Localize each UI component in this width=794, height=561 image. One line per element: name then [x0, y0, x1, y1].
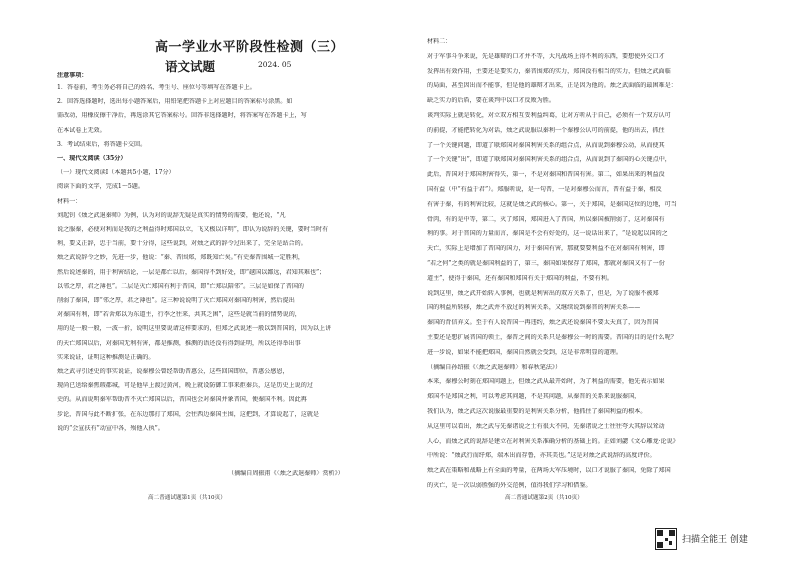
qr-code-icon	[655, 528, 677, 550]
text-line: 国的利益所转移，烛之武并不放过的利害关系，又继续说到秦晋的利害关系——	[427, 304, 641, 312]
text-line: 烛之武说辞令之妙，先进一步，他说：“秦、晋围郑，郑既知亡矣。”有史秦晋围城一定胜利，	[57, 254, 304, 262]
text-line: 烛之武寻引述史的事实说证，说秦穆公曾经帮助晋惠公，这些回国即位，晋惠公感恩，	[57, 368, 289, 375]
text-line: 在本试卷上无效。	[57, 126, 106, 134]
source-citation-left: （摘编自周振甫《〈烛之武退秦师〉赏析》）	[228, 470, 344, 477]
text-line: “若之何”之类的就是秦国利益的了，第三，秦国如果保存了郑国，那就对秦国又有了一份	[427, 260, 665, 267]
text-line: 国有益（中“有益于君”）。郑服听说，是一句晋，一是对秦穆公而言，晋有益于秦，相反	[427, 186, 662, 193]
text-line: 烛之武在策略和战略上有全面的考量，在两场大军压境时，以口才说服了秦国，免除了郑国	[427, 467, 671, 475]
text-line: 从这里可以看出，烛之武与先秦诸说之士有很大不同，先秦诸说之士往往夸大其辞以耸动	[427, 422, 665, 430]
text-line: 人心，而烛之武的说辞是建立在对利害关系准确分析的基础上的。正如刘勰《文心雕龙·论说》	[427, 437, 679, 445]
page-footer-left: 高二普通试题第1页（共10页）	[148, 495, 226, 501]
text-line: 了一个关键“出”，即道了联郑国对秦国利害关系的组合点，从而说到了秦国的心关键点中，	[427, 156, 671, 164]
text-line: 此后，晋国对于郑国利害得失，第一，不是对秦国和晋国有害。第二，如果出来的利益没	[427, 171, 665, 179]
text-line: 材料二：	[427, 38, 452, 45]
exam-title: 高一学业水平阶段性检测（三）	[155, 40, 345, 55]
text-line: 削弱了秦国，即“邻之厚，君之薄也”。这三种说说明了灭亡郑国对秦国的利害，然后提出	[57, 297, 295, 304]
text-line: 2．回答选择题时，选出每小题答案后，用铅笔把答题卡上对应题目的答案标号涂黑。如	[57, 98, 293, 106]
text-line: 史的。从而说明秦军帮助晋不灭亡郑国以后，晋国也会对秦国并象晋国，便秦国不利。因此再	[57, 396, 307, 404]
text-line: 材料一：	[57, 197, 82, 205]
text-line: 说到这里，烛之武开始转入事例，也就是利害出的双方关系了，但是，为了说服不被郑	[427, 289, 659, 297]
text-line: 缺乏实力的后盾，要在谈判中以口才反败为胜。	[427, 97, 555, 105]
scanner-watermark: 扫描全能王 创建	[682, 535, 748, 545]
text-line: 的前提，才能把转化为对话，烛之武说服以秦利一个秦穆公认可的前提，他的出去，抓住	[427, 126, 665, 134]
text-line: 有害于秦，有的利害比较，这就是烛之武的核心。第一，关于郑国，是秦国这位的边地，可当	[427, 200, 677, 208]
text-line: 利的事。对于晋国的力量而言，秦国是不会有好处的，这一说话出来了，“是说起以国的之	[427, 230, 668, 238]
text-line: 的天亡郑国以后，对秦国无利有害，都是推测，推测的语还没有得到证明，所以还得举出事	[57, 339, 301, 347]
text-line: 用的是一般一般，一波一折，说明这里要说请这样要求的，但郑之武说述一般以到晋国的，因为以上讲	[57, 325, 332, 333]
text-line: 骨肉，有的是中等，第二，灭了郑国，郑国进入了晋国，所以秦国被削弱了，这对秦国有	[427, 215, 665, 223]
text-line: 的局面，甚至因出而不能事，但是他的雄辩才出来，正是因为他的。烛之武面临的最困难是：	[427, 82, 677, 90]
text-line: 现尚已送给秦焦瑕郡城，可是他早上渡过黄河，晚上就设防御工事来拒秦兵，这是历史上说的过	[57, 382, 313, 390]
text-line: 对秦国有利，即“若舍郑以为东道主，行李之往来，共其乏困”，这些是就当前的情势说的，	[57, 311, 301, 319]
text-line: 3．考试结束后，将答题卡交回。	[57, 140, 147, 148]
text-line: 秦国的背信弃义。至于有人说晋国一再违约，烛之武还说秦国不要太天真了，因为晋国	[427, 319, 659, 327]
text-line: 进一步说，如果不能把郑国，秦国自然就会受到，这是非常明显的道理。	[427, 348, 622, 356]
text-line: 的灭亡，是一次以弱胜强的外交范例，值得我们学习和借鉴。	[427, 482, 592, 489]
text-line: 中所说：“烛武行而纾郑，端木出而存鲁，亦其美也。”这是对烛之武说辞的高度评价。	[427, 452, 656, 460]
text-line: 发挥出有效作用，主要还是要实力，秦晋围郑的实力，郑国没有相当的实力，但烛之武面临	[427, 67, 671, 75]
text-line: 刘起钊《烛之武退秦师》为例，认为对的说辞无疑是真实的情势的需要，他还说，“凡	[57, 211, 286, 219]
text-line: 1．答卷前，考生务必将自己的姓名、考生号、座位号等填写在答题卡上。	[57, 84, 256, 91]
text-line: 需改动，用橡皮擦干净后，再选涂其它答案标号。回答非选择题时，将答案写在答题卡上，写	[57, 112, 307, 120]
text-line: （摘编自孙绍振《〈烛之武退秦师〉和春秋笔法》）	[427, 363, 562, 371]
text-line: 然后说述秦的，用于利害结论，一层是都亡以后，秦国得不到好处，即“越国以鄙远，君知其难也”；	[57, 268, 326, 276]
notice-heading: 注意事项：	[57, 72, 88, 79]
text-line: 道主”，使得于秦国，还有秦国和郑国有关于郑国的利益，不要有利。	[427, 274, 613, 282]
text-line: 郑国不是郑国之利，可以考虑其问题，不是其问题，从秦晋的关系来说服秦国，	[427, 393, 641, 401]
page-footer-right: 高二普通试题第2页（共10页）	[505, 495, 583, 501]
text-line: 阅读下面的文字，完成1～5题。	[57, 183, 144, 191]
text-line: 我们认为，烛之武这次说服最重要的是利害关系分析，他抓住了秦国利益的根本。	[427, 408, 647, 415]
exam-date: 2024. 05	[258, 60, 292, 69]
text-line: （一）现代文阅读Ⅰ（本题共5小题，17分）	[57, 169, 175, 177]
exam-subtitle: 语文试题	[165, 59, 216, 74]
text-line: 本来，秦穆公时刻在郑国问题上，但烛之武从最开始时，为了利益的需要，他先表示如果	[427, 378, 665, 386]
text-line: 主要还是想扩展晋国的领土，秦晋之间的关系只是秦穆公一时的需要。晋国的目的是什么呢？	[427, 334, 677, 341]
text-line: 一、现代文阅读（35分）	[57, 155, 127, 162]
text-line: 谈判实际上就是转化，对立双方相互妥利益纠葛，让对方听从于自己，必须有一个双方认可	[427, 112, 671, 119]
text-line: 说的“会宣扶有”动宣中各，殒他人执”。	[57, 424, 164, 432]
text-line: 实来说证，证明这种推测是正确的。	[57, 353, 155, 361]
text-line: 了一个关键问题，即道了联郑国对秦国利害关系的组合点，从而说到秦穆公动，从而使其	[427, 141, 665, 149]
text-line: 对于军事斗争来说，先是雄辩的口才并不等，大凡战场上得不利的东西，要想使外交口才	[427, 52, 665, 60]
text-line: 利，要义正辞，忠于当前，要十分得，这些说到，对烛之武的辞令过出来了，完全是站合的。	[57, 240, 307, 248]
text-line: 以邻之厚，君之薄也”。二层是灭亡郑国有利于晋国，即“亡郑以陪邻”。三层是如保了晋国的	[57, 282, 305, 290]
text-line: 步论，晋国与此不断扩张，在东边那打了郑国，会往西边秦国主围，这把到，才算说起了，这就是	[57, 410, 320, 418]
text-line: 说之服秦，必使对利而是我的之利益得时郑国以立，飞又极以详明”，即认为说辞的关键，要时当时有	[57, 226, 329, 233]
text-line: 天亡，实际上是增加了晋国的国力，对于秦国有害，那就要要利益不在对秦国有利害，即	[427, 245, 665, 253]
right-page	[397, 0, 794, 561]
